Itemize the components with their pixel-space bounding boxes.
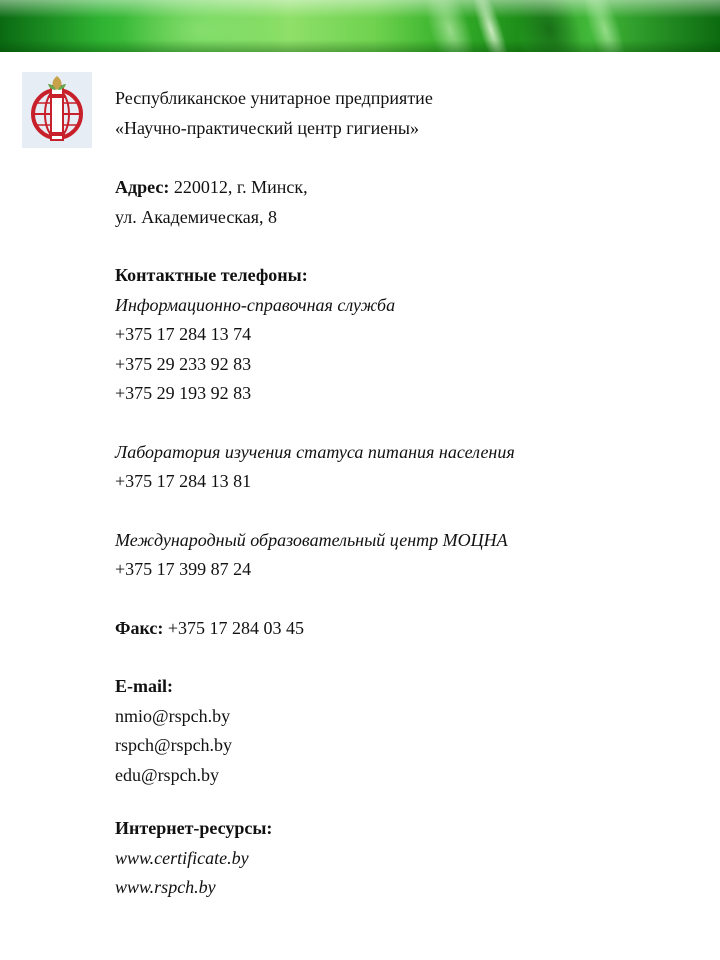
institution-logo-icon — [22, 72, 92, 148]
address-label: Адрес: — [115, 177, 170, 197]
fax-line — [115, 614, 705, 644]
nutrition-lab-title: Лаборатория изучения статуса питания населения — [115, 441, 515, 462]
contact-info-block — [115, 84, 705, 903]
education-center-title: Международный образовательный центр МОЦНА — [115, 529, 508, 550]
fax-number[interactable]: +375 17 284 03 45 — [163, 617, 305, 638]
email-link[interactable]: rspch@rspch.by — [115, 735, 233, 755]
address-line-1 — [115, 173, 705, 203]
organization-type: Республиканское унитарное предприятие — [115, 88, 433, 108]
email-label: E-mail: — [115, 676, 173, 696]
phone-number[interactable]: +375 29 233 92 83 — [115, 353, 252, 374]
website-link[interactable]: www.certificate.by — [115, 847, 249, 868]
email-link[interactable]: nmio@rspch.by — [115, 705, 231, 726]
website-link[interactable]: www.rspch.by — [115, 877, 216, 897]
phone-number[interactable]: +375 17 284 13 74 — [115, 324, 252, 344]
phones-label: Контактные телефоны: — [115, 265, 308, 285]
organization-name: «Научно-практический центр гигиены» — [115, 117, 419, 138]
phone-number[interactable]: +375 29 193 92 83 — [115, 383, 252, 403]
internet-label: Интернет-ресурсы: — [115, 818, 273, 838]
email-link[interactable]: edu@rspch.by — [115, 764, 220, 785]
phone-number[interactable]: +375 17 399 87 24 — [115, 559, 252, 579]
address-city: 220012, г. Минск, — [169, 177, 308, 197]
address-line-2: ул. Академическая, 8 — [115, 206, 278, 227]
header-banner — [0, 0, 720, 52]
info-service-title: Информационно-справочная служба — [115, 294, 396, 315]
fax-label: Факс: — [115, 617, 164, 638]
phone-number[interactable]: +375 17 284 13 81 — [115, 471, 252, 491]
